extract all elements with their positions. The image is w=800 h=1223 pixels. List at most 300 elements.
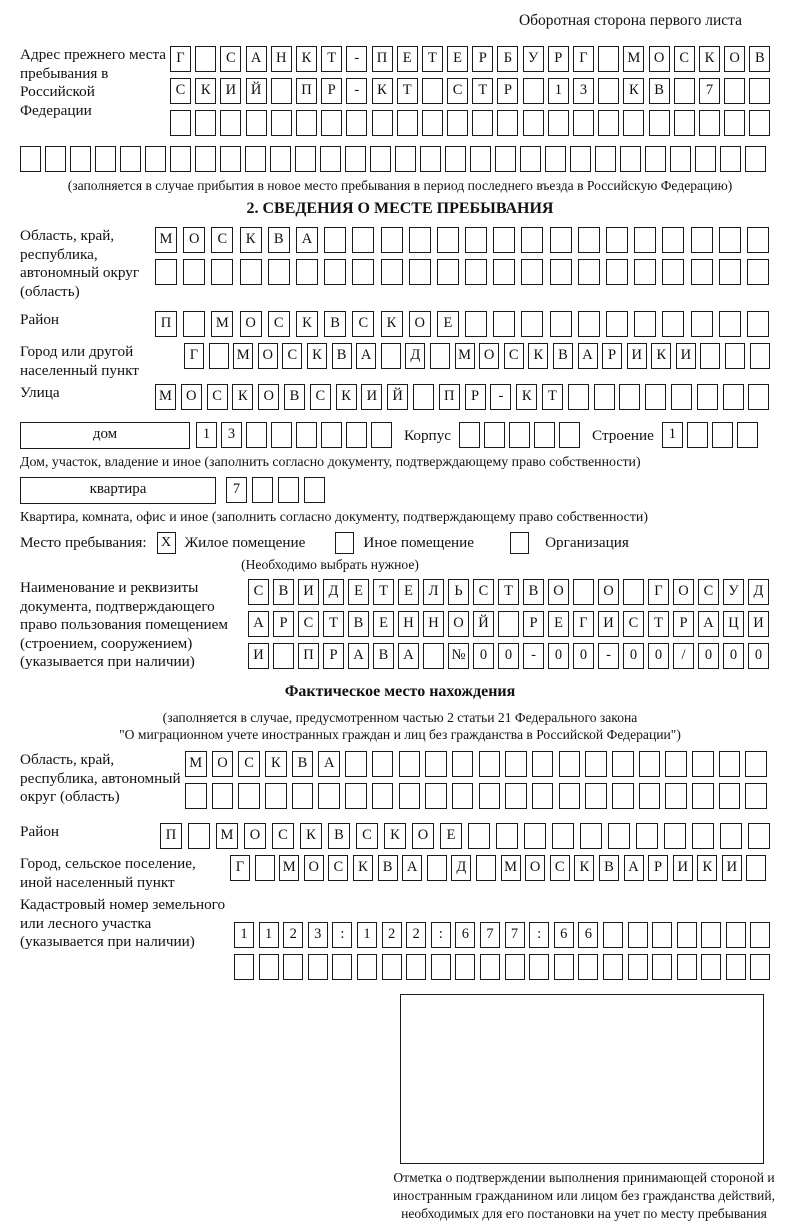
char-cell[interactable] (746, 855, 766, 881)
char-cell[interactable] (545, 146, 566, 172)
char-cell[interactable]: П (296, 78, 317, 104)
char-cell[interactable] (352, 259, 374, 285)
char-cell[interactable]: - (598, 643, 619, 669)
char-cell[interactable]: О (548, 579, 569, 605)
char-cell[interactable]: Н (271, 46, 292, 72)
char-cell[interactable] (352, 227, 374, 253)
char-cell[interactable] (662, 311, 684, 337)
char-cell[interactable] (406, 954, 426, 980)
char-cell[interactable] (345, 751, 367, 777)
char-cell[interactable]: С (211, 227, 233, 253)
char-cell[interactable] (606, 311, 628, 337)
char-cell[interactable]: П (298, 643, 319, 669)
char-cell[interactable]: У (523, 46, 544, 72)
char-cell[interactable] (645, 146, 666, 172)
char-cell[interactable] (479, 783, 501, 809)
char-cell[interactable] (701, 954, 721, 980)
char-cell[interactable] (719, 227, 741, 253)
char-cell[interactable] (521, 259, 543, 285)
char-cell[interactable] (271, 422, 292, 448)
char-cell[interactable] (634, 311, 656, 337)
char-cell[interactable]: П (155, 311, 177, 337)
char-cell[interactable] (465, 227, 487, 253)
char-cell[interactable] (496, 823, 518, 849)
char-cell[interactable] (220, 146, 241, 172)
char-cell[interactable] (170, 110, 191, 136)
char-cell[interactable] (357, 954, 377, 980)
char-cell[interactable]: Ц (723, 611, 744, 637)
char-cell[interactable] (145, 146, 166, 172)
char-cell[interactable] (523, 110, 544, 136)
char-cell[interactable]: М (279, 855, 299, 881)
char-cell[interactable] (712, 422, 733, 448)
char-cell[interactable] (726, 922, 746, 948)
char-cell[interactable] (345, 146, 366, 172)
char-cell[interactable] (677, 922, 697, 948)
stay-checkbox-other-premises[interactable] (335, 532, 354, 554)
char-cell[interactable]: К (296, 311, 318, 337)
char-cell[interactable]: В (273, 579, 294, 605)
char-cell[interactable] (652, 954, 672, 980)
char-cell[interactable]: А (356, 343, 376, 369)
char-cell[interactable]: Д (748, 579, 769, 605)
char-cell[interactable] (459, 422, 480, 448)
char-cell[interactable] (692, 783, 714, 809)
char-cell[interactable] (532, 783, 554, 809)
char-cell[interactable] (183, 311, 205, 337)
char-cell[interactable] (699, 110, 720, 136)
char-cell[interactable] (324, 227, 346, 253)
char-cell[interactable]: 0 (723, 643, 744, 669)
char-cell[interactable] (170, 146, 191, 172)
char-cell[interactable] (185, 783, 207, 809)
char-cell[interactable]: В (553, 343, 573, 369)
char-cell[interactable] (465, 259, 487, 285)
char-cell[interactable]: 1 (234, 922, 254, 948)
char-cell[interactable] (234, 954, 254, 980)
char-cell[interactable]: Т (542, 384, 563, 410)
char-cell[interactable]: В (373, 643, 394, 669)
char-cell[interactable] (465, 311, 487, 337)
char-cell[interactable]: М (155, 384, 176, 410)
char-cell[interactable] (701, 922, 721, 948)
char-cell[interactable]: 2 (283, 922, 303, 948)
char-cell[interactable] (534, 422, 555, 448)
char-cell[interactable] (524, 823, 546, 849)
char-cell[interactable]: : (529, 922, 549, 948)
char-cell[interactable]: И (361, 384, 382, 410)
char-cell[interactable] (431, 954, 451, 980)
char-cell[interactable] (652, 922, 672, 948)
char-cell[interactable]: К (384, 823, 406, 849)
char-cell[interactable]: Е (348, 579, 369, 605)
char-cell[interactable]: О (258, 343, 278, 369)
char-cell[interactable] (95, 146, 116, 172)
char-cell[interactable] (748, 384, 769, 410)
char-cell[interactable] (220, 110, 241, 136)
char-cell[interactable]: С (170, 78, 191, 104)
char-cell[interactable]: М (155, 227, 177, 253)
char-cell[interactable] (304, 477, 325, 503)
char-cell[interactable]: Т (397, 78, 418, 104)
char-cell[interactable]: О (673, 579, 694, 605)
char-cell[interactable]: 0 (623, 643, 644, 669)
char-cell[interactable]: А (398, 643, 419, 669)
char-cell[interactable] (278, 477, 299, 503)
char-cell[interactable] (598, 110, 619, 136)
char-cell[interactable] (532, 751, 554, 777)
char-cell[interactable]: И (220, 78, 241, 104)
char-cell[interactable] (505, 954, 525, 980)
char-cell[interactable]: 7 (226, 477, 247, 503)
char-cell[interactable] (521, 311, 543, 337)
char-cell[interactable] (425, 783, 447, 809)
char-cell[interactable] (559, 783, 581, 809)
char-cell[interactable] (552, 823, 574, 849)
char-cell[interactable]: Т (422, 46, 443, 72)
char-cell[interactable] (155, 259, 177, 285)
char-cell[interactable]: А (402, 855, 422, 881)
char-cell[interactable]: Д (405, 343, 425, 369)
char-cell[interactable]: В (523, 579, 544, 605)
char-cell[interactable]: К (574, 855, 594, 881)
char-cell[interactable]: И (748, 611, 769, 637)
char-cell[interactable] (719, 259, 741, 285)
char-cell[interactable]: С (207, 384, 228, 410)
char-cell[interactable] (620, 146, 641, 172)
char-cell[interactable]: К (651, 343, 671, 369)
char-cell[interactable] (188, 823, 210, 849)
char-cell[interactable] (345, 783, 367, 809)
char-cell[interactable]: Р (548, 46, 569, 72)
char-cell[interactable] (509, 422, 530, 448)
char-cell[interactable] (318, 783, 340, 809)
char-cell[interactable]: 6 (455, 922, 475, 948)
char-cell[interactable]: С (268, 311, 290, 337)
char-cell[interactable] (585, 751, 607, 777)
char-cell[interactable] (497, 110, 518, 136)
char-cell[interactable] (750, 343, 770, 369)
char-cell[interactable] (271, 110, 292, 136)
char-cell[interactable] (447, 110, 468, 136)
char-cell[interactable]: Р (648, 855, 668, 881)
char-cell[interactable]: 6 (578, 922, 598, 948)
char-cell[interactable]: М (501, 855, 521, 881)
char-cell[interactable] (749, 78, 770, 104)
char-cell[interactable] (747, 259, 769, 285)
char-cell[interactable] (423, 643, 444, 669)
char-cell[interactable]: М (455, 343, 475, 369)
char-cell[interactable]: Г (170, 46, 191, 72)
char-cell[interactable]: Й (387, 384, 408, 410)
char-cell[interactable] (372, 751, 394, 777)
char-cell[interactable]: Й (473, 611, 494, 637)
char-cell[interactable]: 0 (573, 643, 594, 669)
char-cell[interactable] (479, 751, 501, 777)
char-cell[interactable] (692, 823, 714, 849)
char-cell[interactable]: Е (447, 46, 468, 72)
char-cell[interactable] (505, 783, 527, 809)
char-cell[interactable] (484, 422, 505, 448)
char-cell[interactable] (209, 343, 229, 369)
char-cell[interactable] (695, 146, 716, 172)
char-cell[interactable]: М (623, 46, 644, 72)
char-cell[interactable] (612, 751, 634, 777)
char-cell[interactable]: С (550, 855, 570, 881)
char-cell[interactable]: В (284, 384, 305, 410)
char-cell[interactable] (493, 227, 515, 253)
char-cell[interactable]: В (649, 78, 670, 104)
char-cell[interactable] (397, 110, 418, 136)
char-cell[interactable]: Ь (448, 579, 469, 605)
char-cell[interactable]: Г (648, 579, 669, 605)
char-cell[interactable] (585, 783, 607, 809)
char-cell[interactable]: В (268, 227, 290, 253)
char-cell[interactable] (598, 46, 619, 72)
char-cell[interactable] (719, 311, 741, 337)
char-cell[interactable] (283, 954, 303, 980)
char-cell[interactable] (670, 146, 691, 172)
char-cell[interactable] (452, 783, 474, 809)
char-cell[interactable] (745, 783, 767, 809)
char-cell[interactable]: Л (423, 579, 444, 605)
char-cell[interactable] (691, 311, 713, 337)
char-cell[interactable] (381, 259, 403, 285)
char-cell[interactable]: И (248, 643, 269, 669)
char-cell[interactable]: Г (184, 343, 204, 369)
char-cell[interactable] (691, 259, 713, 285)
char-cell[interactable]: В (749, 46, 770, 72)
char-cell[interactable]: Д (323, 579, 344, 605)
char-cell[interactable] (195, 146, 216, 172)
char-cell[interactable] (619, 384, 640, 410)
char-cell[interactable] (671, 384, 692, 410)
char-cell[interactable]: : (332, 922, 352, 948)
char-cell[interactable]: О (183, 227, 205, 253)
char-cell[interactable] (505, 751, 527, 777)
char-cell[interactable]: О (724, 46, 745, 72)
char-cell[interactable] (724, 110, 745, 136)
char-cell[interactable] (372, 783, 394, 809)
char-cell[interactable]: С (674, 46, 695, 72)
char-cell[interactable]: С (504, 343, 524, 369)
char-cell[interactable]: Г (573, 611, 594, 637)
char-cell[interactable]: В (328, 823, 350, 849)
char-cell[interactable]: А (578, 343, 598, 369)
char-cell[interactable]: Б (497, 46, 518, 72)
char-cell[interactable] (409, 227, 431, 253)
char-cell[interactable]: 1 (357, 922, 377, 948)
char-cell[interactable]: К (240, 227, 262, 253)
char-cell[interactable]: Н (398, 611, 419, 637)
char-cell[interactable]: С (447, 78, 468, 104)
char-cell[interactable]: О (258, 384, 279, 410)
char-cell[interactable]: П (372, 46, 393, 72)
char-cell[interactable] (578, 311, 600, 337)
char-cell[interactable] (273, 643, 294, 669)
char-cell[interactable] (674, 110, 695, 136)
char-cell[interactable]: И (676, 343, 696, 369)
char-cell[interactable]: В (348, 611, 369, 637)
char-cell[interactable] (725, 343, 745, 369)
char-cell[interactable] (445, 146, 466, 172)
char-cell[interactable]: И (627, 343, 647, 369)
char-cell[interactable] (723, 384, 744, 410)
char-cell[interactable]: Е (397, 46, 418, 72)
char-cell[interactable]: О (212, 751, 234, 777)
char-cell[interactable]: О (448, 611, 469, 637)
char-cell[interactable] (580, 823, 602, 849)
char-cell[interactable]: А (296, 227, 318, 253)
char-cell[interactable] (452, 751, 474, 777)
char-cell[interactable] (252, 477, 273, 503)
char-cell[interactable] (425, 751, 447, 777)
char-cell[interactable] (578, 954, 598, 980)
char-cell[interactable]: И (722, 855, 742, 881)
char-cell[interactable]: О (409, 311, 431, 337)
char-cell[interactable] (578, 259, 600, 285)
char-cell[interactable] (700, 343, 720, 369)
char-cell[interactable] (662, 227, 684, 253)
char-cell[interactable] (437, 259, 459, 285)
char-cell[interactable]: К (381, 311, 403, 337)
char-cell[interactable] (662, 259, 684, 285)
char-cell[interactable] (747, 311, 769, 337)
char-cell[interactable] (573, 579, 594, 605)
char-cell[interactable]: Т (323, 611, 344, 637)
char-cell[interactable]: С (328, 855, 348, 881)
char-cell[interactable]: Г (573, 46, 594, 72)
char-cell[interactable] (748, 823, 770, 849)
char-cell[interactable]: Т (472, 78, 493, 104)
char-cell[interactable]: В (332, 343, 352, 369)
char-cell[interactable]: 0 (698, 643, 719, 669)
char-cell[interactable]: / (673, 643, 694, 669)
char-cell[interactable]: Д (451, 855, 471, 881)
char-cell[interactable] (308, 954, 328, 980)
char-cell[interactable] (395, 146, 416, 172)
char-cell[interactable] (639, 783, 661, 809)
char-cell[interactable] (468, 823, 490, 849)
char-cell[interactable] (745, 751, 767, 777)
char-cell[interactable]: А (348, 643, 369, 669)
char-cell[interactable]: - (523, 643, 544, 669)
char-cell[interactable] (120, 146, 141, 172)
char-cell[interactable]: 3 (221, 422, 242, 448)
char-cell[interactable]: Т (373, 579, 394, 605)
char-cell[interactable]: К (623, 78, 644, 104)
char-cell[interactable] (321, 110, 342, 136)
char-cell[interactable]: Р (321, 78, 342, 104)
char-cell[interactable] (265, 783, 287, 809)
char-cell[interactable]: С (310, 384, 331, 410)
char-cell[interactable]: У (723, 579, 744, 605)
char-cell[interactable] (245, 146, 266, 172)
char-cell[interactable] (20, 146, 41, 172)
char-cell[interactable] (346, 110, 367, 136)
char-cell[interactable] (691, 227, 713, 253)
char-cell[interactable]: Т (648, 611, 669, 637)
char-cell[interactable]: Р (673, 611, 694, 637)
char-cell[interactable] (745, 146, 766, 172)
char-cell[interactable]: 0 (548, 643, 569, 669)
char-cell[interactable] (628, 954, 648, 980)
char-cell[interactable] (573, 110, 594, 136)
char-cell[interactable]: : (431, 922, 451, 948)
char-cell[interactable]: 0 (748, 643, 769, 669)
char-cell[interactable]: О (525, 855, 545, 881)
char-cell[interactable]: 2 (382, 922, 402, 948)
char-cell[interactable] (70, 146, 91, 172)
char-cell[interactable] (382, 954, 402, 980)
char-cell[interactable]: О (649, 46, 670, 72)
char-cell[interactable]: К (697, 855, 717, 881)
char-cell[interactable] (246, 110, 267, 136)
char-cell[interactable] (692, 751, 714, 777)
char-cell[interactable] (636, 823, 658, 849)
char-cell[interactable] (381, 227, 403, 253)
char-cell[interactable]: В (324, 311, 346, 337)
char-cell[interactable]: К (300, 823, 322, 849)
char-cell[interactable] (399, 783, 421, 809)
char-cell[interactable]: Р (523, 611, 544, 637)
char-cell[interactable] (750, 954, 770, 980)
char-cell[interactable] (371, 422, 392, 448)
char-cell[interactable]: Р (465, 384, 486, 410)
char-cell[interactable] (623, 110, 644, 136)
char-cell[interactable]: П (439, 384, 460, 410)
char-cell[interactable]: С (352, 311, 374, 337)
char-cell[interactable]: 3 (308, 922, 328, 948)
char-cell[interactable]: С (473, 579, 494, 605)
char-cell[interactable] (399, 751, 421, 777)
char-cell[interactable]: К (372, 78, 393, 104)
char-cell[interactable]: О (412, 823, 434, 849)
char-cell[interactable] (296, 110, 317, 136)
char-cell[interactable] (211, 259, 233, 285)
char-cell[interactable]: М (216, 823, 238, 849)
char-cell[interactable] (521, 227, 543, 253)
char-cell[interactable] (292, 783, 314, 809)
char-cell[interactable] (634, 227, 656, 253)
char-cell[interactable]: 3 (573, 78, 594, 104)
char-cell[interactable] (480, 954, 500, 980)
char-cell[interactable]: 0 (473, 643, 494, 669)
char-cell[interactable]: И (298, 579, 319, 605)
char-cell[interactable] (550, 311, 572, 337)
char-cell[interactable] (238, 783, 260, 809)
char-cell[interactable] (409, 259, 431, 285)
char-cell[interactable]: - (490, 384, 511, 410)
char-cell[interactable] (413, 384, 434, 410)
char-cell[interactable]: Е (440, 823, 462, 849)
char-cell[interactable]: О (240, 311, 262, 337)
char-cell[interactable] (677, 954, 697, 980)
char-cell[interactable]: К (307, 343, 327, 369)
char-cell[interactable]: И (673, 855, 693, 881)
char-cell[interactable] (634, 259, 656, 285)
char-cell[interactable] (495, 146, 516, 172)
char-cell[interactable]: Р (472, 46, 493, 72)
char-cell[interactable] (183, 259, 205, 285)
char-cell[interactable] (720, 146, 741, 172)
char-cell[interactable] (455, 954, 475, 980)
char-cell[interactable]: Р (323, 643, 344, 669)
char-cell[interactable] (470, 146, 491, 172)
char-cell[interactable]: 0 (648, 643, 669, 669)
char-cell[interactable] (550, 259, 572, 285)
char-cell[interactable] (271, 78, 292, 104)
